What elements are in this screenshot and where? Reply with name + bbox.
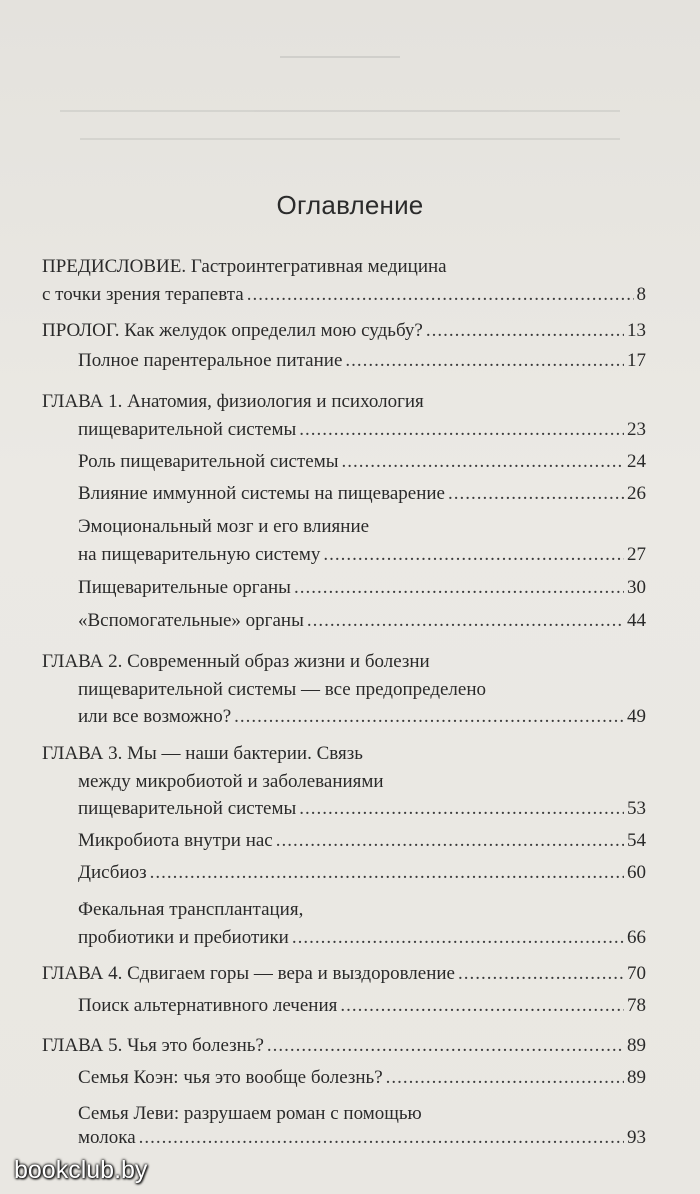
toc-page-number: 13 xyxy=(627,320,646,341)
toc-page-number: 89 xyxy=(627,1035,646,1056)
toc-entry-prologue: ПРОЛОГ. Как желудок определил мою судьбу? ..... 13 xyxy=(42,319,646,343)
toc-entry: Поиск альтернативного лечения ..... 78 xyxy=(78,994,646,1018)
toc-page-number: 49 xyxy=(627,706,646,727)
toc-page-number: 30 xyxy=(627,577,646,598)
toc-page-number: 23 xyxy=(627,419,646,440)
toc-entry-chapter-1: пищеварительной системы ..... 23 xyxy=(78,418,646,442)
toc-page-number: 60 xyxy=(627,862,646,883)
toc-entry-chapter-5: ГЛАВА 5. Чья это болезнь? ..... 89 xyxy=(42,1034,646,1058)
toc-page-number: 24 xyxy=(627,451,646,472)
toc-line: Фекальная трансплантация, xyxy=(78,899,304,920)
toc-line: Семья Леви: разрушаем роман с помощью xyxy=(78,1103,422,1124)
toc-page-number: 26 xyxy=(627,483,646,504)
toc-line: пищеварительной системы — все предопределено xyxy=(78,679,487,700)
toc-page-number: 53 xyxy=(627,798,646,819)
toc-line: ПРЕДИСЛОВИЕ. Гастроинтегративная медицина xyxy=(42,256,447,277)
toc-line: ГЛАВА 3. Мы — наши бактерии. Связь xyxy=(42,743,363,764)
toc-line: ГЛАВА 1. Анатомия, физиология и психология xyxy=(42,391,424,412)
toc-page-number: 17 xyxy=(627,350,646,371)
toc-entry: Влияние иммунной системы на пищеварение ..... 26 xyxy=(78,482,646,506)
toc-entry: «Вспомогательные» органы ..... 44 xyxy=(78,609,646,633)
toc-line: Эмоциональный мозг и его влияние xyxy=(78,516,370,537)
toc-entry: Микробиота внутри нас ..... 54 xyxy=(78,829,646,853)
toc-entry: Полное парентеральное питание ..... 17 xyxy=(78,349,646,373)
toc-page-number: 66 xyxy=(627,927,646,948)
toc-page-number: 8 xyxy=(636,284,646,305)
toc-entry: Роль пищеварительной системы ..... 24 xyxy=(78,450,646,474)
toc-entry: Дисбиоз ..... 60 xyxy=(78,861,646,885)
toc-page-number: 70 xyxy=(627,963,646,984)
toc-entry: пробиотики и пребиотики ..... 66 xyxy=(78,926,646,950)
toc-page-number: 89 xyxy=(627,1067,646,1088)
toc-entry-chapter-3: пищеварительной системы ..... 53 xyxy=(78,797,646,821)
site-watermark: bookclub.by xyxy=(14,1156,148,1184)
toc-entry: на пищеварительную систему ..... 27 xyxy=(78,543,646,567)
toc-entry: Пищеварительные органы ..... 30 xyxy=(78,576,646,600)
toc-entry: молока ..... 93 xyxy=(78,1126,646,1150)
toc-page-number: 27 xyxy=(627,544,646,565)
bleed-through-text xyxy=(0,0,700,150)
toc-entry-preface: с точки зрения терапевта ..... 8 xyxy=(42,283,646,307)
toc-page-number: 44 xyxy=(627,610,646,631)
toc-page-number: 93 xyxy=(627,1127,646,1148)
toc-entry: Семья Коэн: чья это вообще болезнь? ..... 89 xyxy=(78,1066,646,1090)
toc-line: ГЛАВА 2. Современный образ жизни и болезни xyxy=(42,651,430,672)
toc-entry-chapter-2: или все возможно? ..... 49 xyxy=(78,705,646,729)
toc-entry-chapter-4: ГЛАВА 4. Сдвигаем горы — вера и выздоровление ..... 70 xyxy=(42,962,646,986)
toc-page-number: 78 xyxy=(627,995,646,1016)
page-title: Оглавление xyxy=(276,190,424,220)
toc-page-number: 54 xyxy=(627,830,646,851)
toc-line: между микробиотой и заболеваниями xyxy=(78,771,384,792)
